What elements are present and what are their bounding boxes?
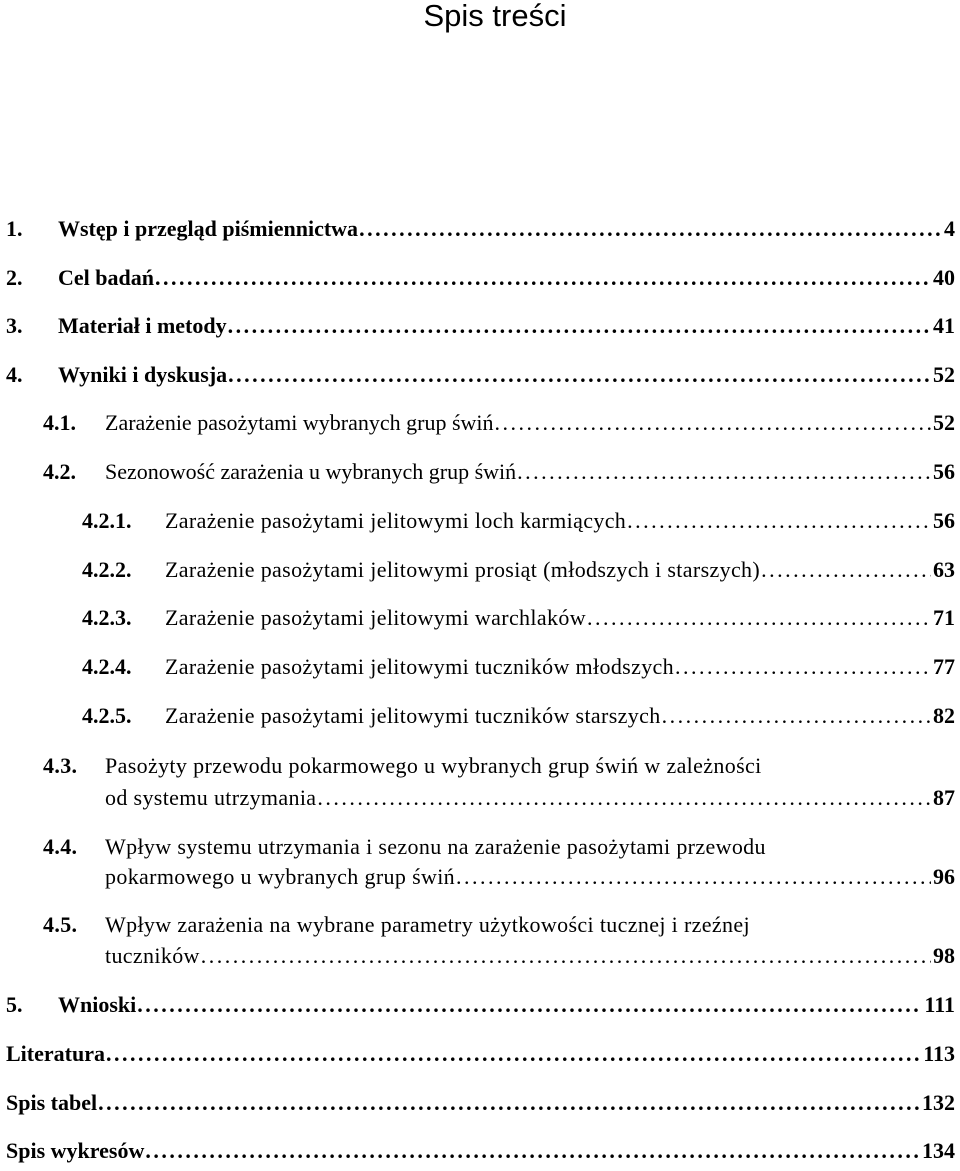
toc-entry-4-3[interactable] [105,783,955,813]
toc-entry-4-2-2[interactable] [82,555,955,585]
toc-leader [586,603,931,633]
toc-leader [674,652,931,682]
toc-number: 4.2.4. [82,654,132,679]
toc-title: Wpływ zarażenia na wybrane parametry użytkowości tucznej i rzeźnej [105,912,750,937]
toc-page: 40 [933,265,955,290]
toc-page: 52 [933,410,955,435]
toc-page: 56 [933,459,955,484]
toc-page: 134 [922,1138,955,1163]
toc-title: Wyniki i dyskusja [58,362,228,387]
toc-title: Literatura [6,1041,105,1066]
toc-title: Cel badań [58,265,154,290]
toc-leader [227,360,931,390]
toc-leader [105,1039,921,1069]
toc-number: 4.1. [43,410,76,435]
toc-title: Wpływ systemu utrzymania i sezonu na zarażenie pasożytami przewodu [105,834,766,859]
toc-page: 77 [933,654,955,679]
toc-entry-4-2-5[interactable] [82,701,955,731]
toc-entry-4-2-1[interactable] [82,506,955,536]
toc-title: Wnioski [58,992,137,1017]
toc-title: Materiał i metody [58,313,227,338]
toc-entry-2[interactable] [6,263,955,293]
toc-entry-4-4-first-line[interactable] [43,832,766,862]
toc-title: Spis wykresów [6,1138,145,1163]
toc-page: 71 [933,605,955,630]
toc-title: Wstęp i przegląd piśmiennictwa [58,216,359,241]
toc-leader [154,263,931,293]
toc-number: 4. [6,362,23,387]
toc-entry-4-4[interactable] [105,862,955,892]
toc-title: Spis tabel [6,1090,98,1115]
toc-number: 4.4. [43,834,78,859]
toc-leader [136,990,922,1020]
toc-leader [494,408,931,438]
toc-page: 111 [924,992,955,1017]
toc-page: 113 [923,1041,955,1066]
toc-number: 2. [6,265,23,290]
toc-title-continuation: tuczników [105,943,200,968]
toc-leader [516,457,931,487]
toc-leader [227,311,931,341]
toc-entry-spis-tabel[interactable] [6,1088,955,1118]
toc-title-continuation: pokarmowego u wybranych grup świń [105,864,456,889]
toc-page: 63 [933,557,955,582]
toc-number: 4.2.5. [82,703,132,728]
toc-title: Zarażenie pasożytami jelitowymi loch karmiących [165,508,627,533]
toc-entry-4-2-3[interactable] [82,603,955,633]
toc-title: Zarażenie pasożytami jelitowymi tuczników starszych [165,703,661,728]
page-title: Spis treści [423,0,567,33]
toc-title: Zarażenie pasożytami jelitowymi tuczników młodszych [165,654,675,679]
toc-entry-4-3-first-line[interactable] [43,751,762,781]
toc-title: Sezonowość zarażenia u wybranych grup świń [105,459,517,484]
toc-number: 4.3. [43,753,78,778]
toc-leader [661,701,931,731]
toc-leader [760,555,931,585]
toc-page: 87 [933,785,955,810]
toc-entry-4-5[interactable] [105,941,955,971]
toc-entry-4[interactable] [6,360,955,390]
toc-title: Zarażenie pasożytami jelitowymi warchlaków [165,605,586,630]
toc-leader [358,214,942,244]
toc-title: Zarażenie pasożytami wybranych grup świń [105,410,494,435]
toc-page: 41 [933,313,955,338]
toc-leader [200,941,931,971]
toc-leader [144,1136,920,1166]
toc-page: 4 [944,216,955,241]
toc-leader [316,783,931,813]
toc-entry-1[interactable] [6,214,955,244]
toc-page: 52 [933,362,955,387]
toc-leader [626,506,931,536]
toc-number: 4.2. [43,459,76,484]
toc-page: 132 [922,1090,955,1115]
toc-leader [97,1088,920,1118]
toc-entry-4-2[interactable] [43,457,955,487]
toc-entry-4-2-4[interactable] [82,652,955,682]
toc-number: 5. [6,992,23,1017]
toc-title: Zarażenie pasożytami jelitowymi prosiąt (młodszych i starszych) [165,557,761,582]
toc-number: 4.2.3. [82,605,132,630]
toc-entry-spis-wykresow[interactable] [6,1136,955,1166]
toc-page: 56 [933,508,955,533]
toc-number: 1. [6,216,23,241]
toc-number: 3. [6,313,23,338]
toc-title-continuation: od systemu utrzymania [105,785,317,810]
toc-number: 4.2.1. [82,508,132,533]
toc-entry-4-5-first-line[interactable] [43,910,750,940]
toc-page: 82 [933,703,955,728]
toc-page: 98 [933,943,955,968]
toc-entry-5[interactable] [6,990,955,1020]
toc-number: 4.2.2. [82,557,132,582]
toc-entry-literatura[interactable] [6,1039,955,1069]
toc-entry-3[interactable] [6,311,955,341]
toc-page: 96 [933,864,955,889]
toc-title: Pasożyty przewodu pokarmowego u wybranych grup świń w zależności [105,753,762,778]
toc-leader [455,862,931,892]
toc-number: 4.5. [43,912,78,937]
toc-entry-4-1[interactable] [43,408,955,438]
